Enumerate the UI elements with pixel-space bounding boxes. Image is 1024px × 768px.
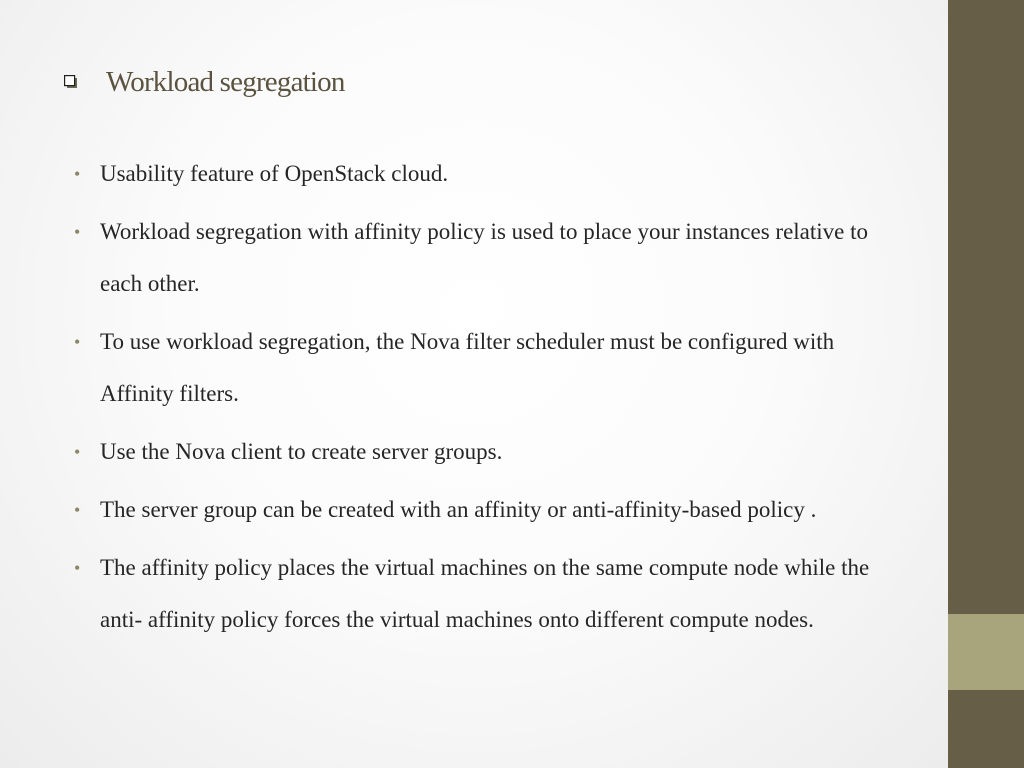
list-item [72, 484, 912, 536]
bullet-text: Use the Nova client to create server groups. [100, 439, 503, 464]
list-item [72, 148, 912, 200]
bullet-dot-icon: • [74, 442, 81, 462]
bullet-text: The affinity policy places the virtual machines on the same compute node while the anti- affinity policy forces the virtual machines onto different compute nodes. [100, 555, 870, 632]
bullet-dot-icon: • [74, 500, 81, 520]
bullet-dot-icon: • [74, 558, 81, 578]
sidebar-band [948, 0, 1024, 768]
bullet-text: Usability feature of OpenStack cloud. [100, 161, 449, 186]
bullet-dot-icon: • [74, 222, 81, 242]
bullet-text: Workload segregation with affinity policy is used to place your instances relative to each other. [100, 219, 869, 296]
bullet-list [72, 148, 912, 652]
sidebar-accent-block [948, 614, 1024, 690]
list-item [72, 542, 912, 646]
slide-title: Workload segregation [106, 65, 345, 98]
bullet-text: To use workload segregation, the Nova filter scheduler must be configured with Affinity filters. [100, 329, 835, 406]
list-item [72, 316, 912, 420]
title-row [64, 60, 345, 104]
list-item [72, 206, 912, 310]
bullet-text: The server group can be created with an affinity or anti-affinity-based policy . [100, 497, 817, 522]
bullet-dot-icon: • [74, 332, 81, 352]
checkbox-icon [64, 75, 78, 89]
list-item [72, 426, 912, 478]
bullet-dot-icon: • [74, 164, 81, 184]
